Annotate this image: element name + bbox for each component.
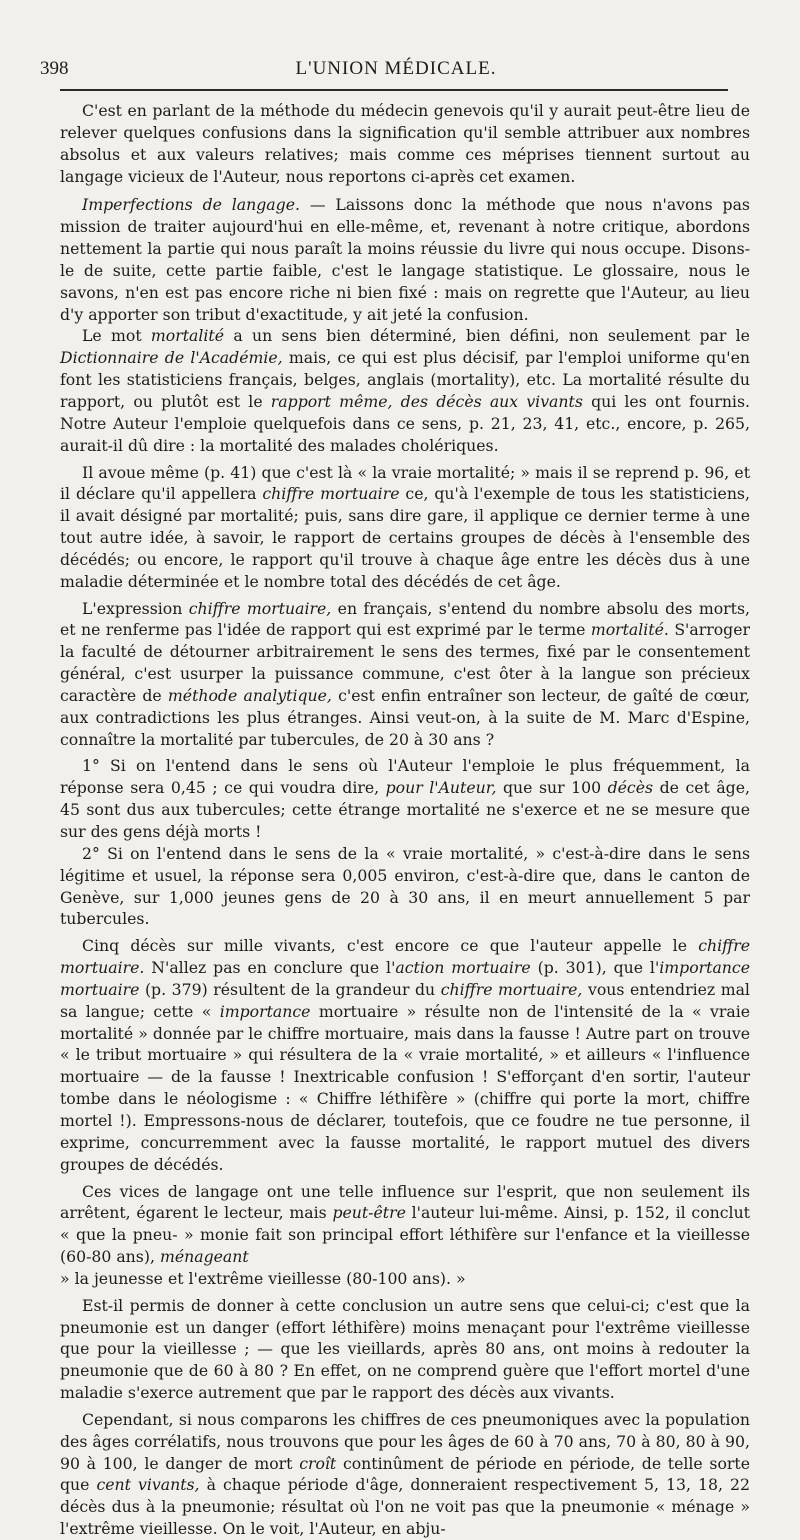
paragraph: 1° Si on l'entend dans le sens où l'Auteur l'emploie le plus fréquemment, la réponse sera 0,45 ; ce qui voudra dire, pour l'Auteur, que sur 100 décès de cet âge, 45 sont dus aux tubercules; cette étrange mortalité ne s'exerce et ne se mesure que sur des gens déjà morts ! (60, 756, 750, 841)
article-body (60, 100, 750, 1540)
page-header (40, 58, 752, 82)
paragraph: Imperfections de langage. — Laissons donc la méthode que nous n'avons pas mission de traiter aujourd'hui en elle-même, et, revenant à notre critique, abordons nettement la partie qui nous paraît la moins réussie du livre qui nous occupe. Disons-le de suite, cette partie faible, c'est le langage statistique. Le glossaire, nous le savons, n'en est pas encore riche ni bien fixé : mais on regrette que l'Auteur, au lieu d'y apporter son tribut d'exactitude, y ait jeté la confusion. (60, 195, 750, 324)
section-heading: Imperfections de langage. (82, 195, 300, 215)
paragraph: L'expression chiffre mortuaire, en français, s'entend du nombre absolu des morts, et ne renferme pas l'idée de rapport qui est exprimé par le terme mortalité. S'arroger la faculté de détourner arbitrairement le sens des termes, fixé par le consentement général, c'est usurper la puissance commune, c'est ôter à la langue son précieux caractère de méthode analytique, c'est enfin entraîner son lecteur, de gaîté de cœur, aux contradictions les plus étranges. Ainsi veut-on, à la suite de M. Marc d'Espine, connaître la mortalité par tubercules, de 20 à 30 ans ? (60, 598, 750, 749)
paragraph: Est-il permis de donner à cette conclusion un autre sens que celui-ci; c'est que la pneumonie est un danger (effort léthifère) moins menaçant pour l'extrême vieillesse que pour la vieillesse ; — que les vieillards, après 80 ans, ont moins à redouter la pneumonie que de 60 à 80 ? En effet, on ne comprend guère que l'effort mortel d'une maladie s'exerce autrement que par le rapport des décès aux vivants. (60, 1295, 750, 1403)
paragraph: Cinq décès sur mille vivants, c'est encore ce que l'auteur appelle le chiffre mortuaire. N'allez pas en conclure que l'action mortuaire (p. 301), que l'importance mortuaire (p. 379) résultent de la grandeur du chiffre mortuaire, vous entendriez mal sa langue; cette « importance mortuaire » résulte non de l'intensité de la « vraie mortalité » donnée par le chiffre mortuaire, mais dans la fausse ! Autre part on trouve « le tribut mortuaire » qui résultera de la « vraie mortalité, » et ailleurs « l'influence mortuaire — de la fausse ! Inextricable confusion ! S'efforçant d'en sortir, l'auteur tombe dans le néologisme : « Chiffre léthifère » (chiffre qui porte la mort, chiffre mortel !). Empressons-nous de déclarer, toutefois, que ce foudre ne tue personne, il exprime, concurremment avec la fausse mortalité, le rapport mutuel des divers groupes de décédés. (60, 936, 750, 1174)
paragraph: Il avoue même (p. 41) que c'est là « la vraie mortalité; » mais il se reprend p. 96, et il déclare qu'il appellera chiffre mortuaire ce, qu'à l'exemple de tous les statisticiens, il avait désigné par mortalité; puis, sans dire gare, il applique ce dernier terme à une tout autre idée, à savoir, le rapport de certains groupes de décès à l'ensemble des décédés; ou encore, le rapport qu'il trouve à chaque âge entre les décès dus à une maladie déterminée et le nombre total des décédés de cet âge. (60, 462, 750, 591)
paragraph: Cependant, si nous comparons les chiffres de ces pneumoniques avec la population des âges corrélatifs, nous trouvons que pour les âges de 60 à 70 ans, 70 à 80, 80 à 90, 90 à 100, le danger de mort croît continûment de période en période, de telle sorte que cent vivants, à chaque période d'âge, donneraient respectivement 5, 13, 18, 22 décès dus à la pneumonie; résultat où l'on ne voit pas que la pneumonie « ménage » l'extrême vieillesse. On le voit, l'Auteur, en abju- (60, 1409, 750, 1539)
paragraph: C'est en parlant de la méthode du médecin genevois qu'il y aurait peut-être lieu de relever quelques confusions dans la signification qu'il semble attribuer aux nombres absolus et aux valeurs relatives; mais comme ces méprises tiennent surtout au langage vicieux de l'Auteur, nous reportons ci-après cet examen. (60, 101, 750, 186)
paragraph: Le mot mortalité a un sens bien déterminé, bien défini, non seulement par le Dictionnaire de l'Académie, mais, ce qui est plus décisif, par l'emploi uniforme qu'en font les statisticiens français, belges, anglais (mortality), etc. La mortalité résulte du rapport, ou plutôt est le rapport même, des décès aux vivants qui les ont fournis. Notre Auteur l'emploie quelquefois dans ce sens, p. 21, 23, 41, etc., encore, p. 265, aurait-il dû dire : la mortalité des malades cholériques. (60, 326, 750, 455)
running-title: L'UNION MÉDICALE. (295, 58, 497, 79)
page-number: 398 (40, 58, 69, 79)
header-rule (60, 89, 728, 91)
paragraph: 2° Si on l'entend dans le sens de la « vraie mortalité, » c'est-à-dire dans le sens légitime et usuel, la réponse sera 0,005 environ, c'est-à-dire que, dans le canton de Genève, sur 1,000 jeunes gens de 20 à 30 ans, il en meurt annuellement 5 par tubercules. (60, 843, 750, 929)
paragraph: Ces vices de langage ont une telle influence sur l'esprit, que non seulement ils arrêtent, égarent le lecteur, mais peut-être l'auteur lui-même. Ainsi, p. 152, il conclut « que la pneu- » monie fait son principal effort léthifère sur l'enfance et la vieillesse (60-80 ans), ménageant » la jeunesse et l'extrême vieillesse (80-100 ans). » (60, 1181, 750, 1288)
